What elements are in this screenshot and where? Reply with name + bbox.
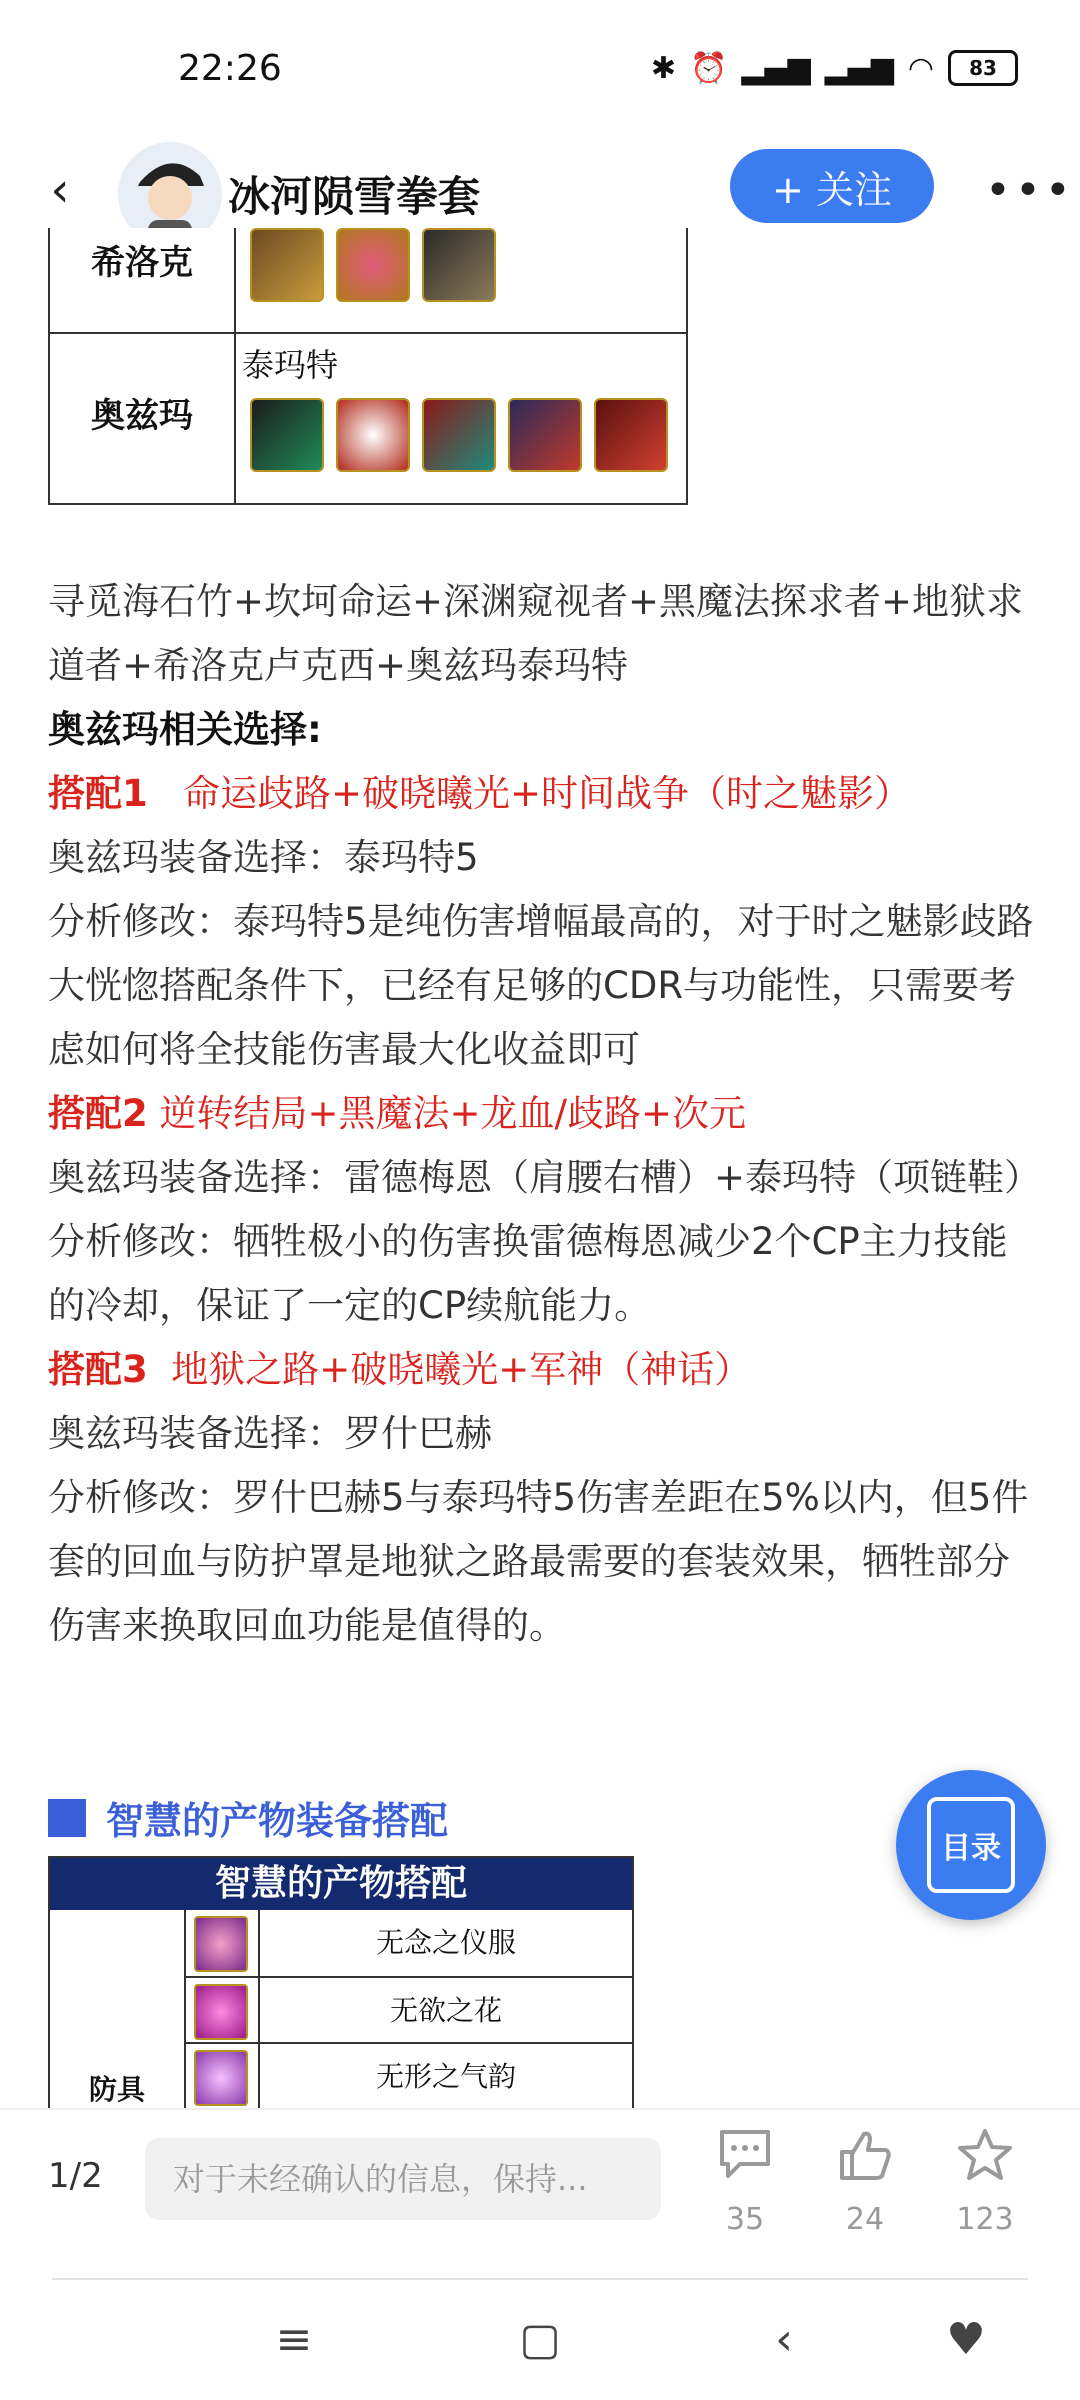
page-indicator: 1/2 [48,2156,103,2196]
combo-label: 搭配2 [48,1092,148,1135]
table-row [50,334,686,503]
equipment-icon [250,398,324,472]
row-sub-label: 泰玛特 [242,346,339,384]
table-row [186,1976,632,2044]
equipment-icon [422,398,496,472]
follow-button[interactable]: + 关注 [730,149,934,223]
equipment-name: 无念之仪服 [375,1926,516,1959]
equipment-icon [594,398,668,472]
table-title: 智慧的产物搭配 [50,1858,632,1910]
section-heading-text: 智慧的产物装备搭配 [106,1799,449,1843]
section-heading [48,1790,448,1845]
table-row [186,1910,632,1976]
paragraph: 奥兹玛装备选择：泰玛特5 [48,836,479,879]
combo-text: 地狱之路+破晓曦光+军神（神话） [171,1348,752,1391]
set-table [48,228,688,505]
equipment-name: 无形之气韵 [375,2060,516,2093]
combo-2 [48,1082,1038,1146]
status-bar [0,0,1080,140]
row-name: 希洛克 [91,243,193,283]
table-row [50,228,686,334]
menu-icon[interactable]: ≡ [275,2314,313,2365]
star-icon [940,2128,1030,2196]
alarm-icon: ⏰ [690,50,728,86]
equipment-icon [194,1916,248,1972]
table-row [186,2042,632,2108]
system-nav-bar [0,2290,1080,2400]
status-icons [651,50,1018,86]
equipment-icon [194,1984,248,2040]
combo-text: 命运歧路+破晓曦光+时间战争（时之魅影） [183,772,912,815]
equipment-icon [336,228,410,302]
back-arrow-icon[interactable]: ‹ [50,162,70,218]
comment-icon [700,2128,790,2196]
section-marker [48,1799,86,1837]
equipment-icon [508,398,582,472]
paragraph: 分析修改：牺牲极小的伤害换雷德梅恩减少2个CP主力技能的冷却，保证了一定的CP续航能力。 [48,1220,1008,1327]
table-divider [234,228,236,503]
article-text [48,570,1042,1658]
comment-count: 35 [725,2202,765,2237]
wifi-icon: ◠ [907,50,934,86]
combo-label: 搭配1 [48,772,148,815]
paragraph: 寻觅海石竹+坎坷命运+深渊窥视者+黑魔法探求者+地狱求道者+希洛克卢克西+奥兹玛泰玛特 [48,580,1024,687]
comment-input[interactable]: 对于未经确认的信息，保持... [145,2138,661,2220]
home-icon[interactable]: ▢ [519,2314,561,2365]
comment-button[interactable] [700,2128,790,2237]
bluetooth-icon: ✱ [650,50,677,86]
status-time: 22:26 [178,48,282,89]
toc-button[interactable] [896,1770,1046,1920]
paragraph: 奥兹玛装备选择：雷德梅恩（肩腰右槽）+泰玛特（项链鞋） [48,1156,1042,1199]
row-name: 奥兹玛 [91,396,193,436]
signal-icon: ▂▄▆ [824,50,894,86]
more-icon[interactable]: ••• [985,165,1075,216]
wisdom-table [48,1856,634,2108]
thumbs-up-icon [820,2128,910,2196]
paragraph: 奥兹玛装备选择：罗什巴赫 [48,1412,492,1455]
equipment-icon [250,228,324,302]
bottom-action-bar [0,2108,1080,2290]
signal-icon: ▂▄▆ [741,50,811,86]
equipment-icon [336,398,410,472]
like-count: 24 [845,2202,885,2237]
favorite-button[interactable] [940,2128,1030,2237]
gear-icons [250,398,668,472]
combo-text: 逆转结局+黑魔法+龙血/歧路+次元 [159,1092,746,1135]
equipment-name: 无欲之花 [389,1994,502,2027]
combo-3 [48,1338,1038,1402]
combo-1 [48,762,1038,826]
paragraph: 分析修改：泰玛特5是纯伤害增幅最高的，对于时之魅影歧路大恍惚搭配条件下，已经有足够的CDR与功能性，只需要考虑如何将全技能伤害最大化收益即可 [48,900,1034,1071]
page-title: 冰河陨雪拳套 [228,172,481,221]
back-icon[interactable]: ‹ [775,2314,793,2365]
equipment-icon [422,228,496,302]
paragraph-heading: 奥兹玛相关选择: [48,708,322,751]
equipment-icon [194,2050,248,2106]
battery-icon: 83 [948,50,1018,86]
like-button[interactable] [820,2128,910,2237]
table-category: 防具 [88,2073,145,2106]
favorite-count: 123 [956,2202,1014,2237]
assistant-icon[interactable]: ♥ [946,2314,986,2365]
gear-icons [250,228,496,302]
combo-label: 搭配3 [48,1348,148,1391]
divider [52,2278,1028,2280]
paragraph: 分析修改：罗什巴赫5与泰玛特5伤害差距在5%以内，但5件套的回血与防护罩是地狱之路最需要的套装效果，牺牲部分伤害来换取回血功能是值得的。 [48,1476,1029,1647]
toc-label: 目录 [927,1797,1015,1893]
